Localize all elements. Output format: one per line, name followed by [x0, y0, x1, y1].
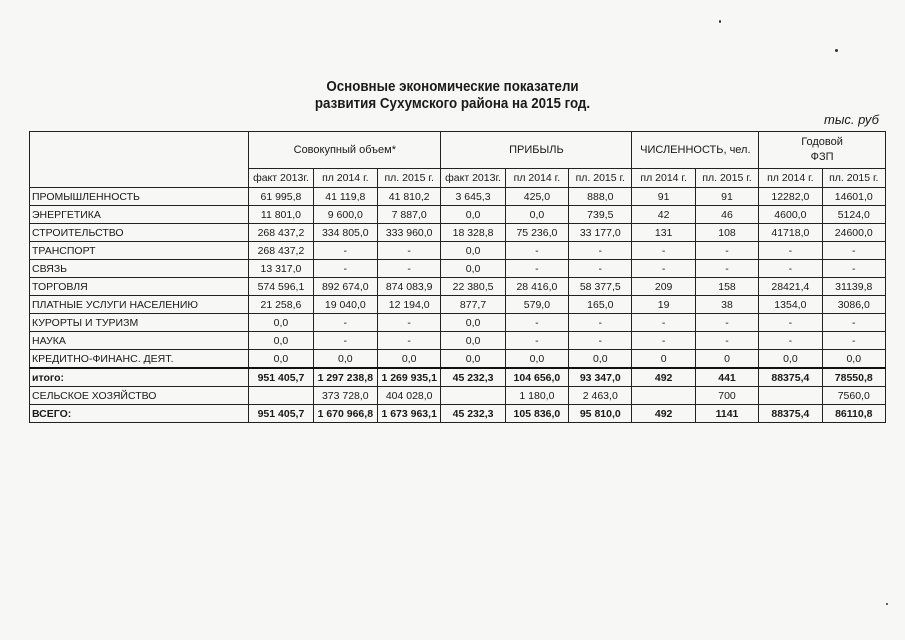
- table-cell: 951 405,7: [249, 405, 313, 423]
- table-cell: 42: [632, 206, 695, 224]
- table-row: [30, 368, 886, 387]
- row-label: КРЕДИТНО-ФИНАНС. ДЕЯТ.: [30, 350, 249, 369]
- group-header-volume: Совокупный объем*: [249, 132, 441, 169]
- table-cell: [632, 387, 695, 405]
- row-label: СТРОИТЕЛЬСТВО: [30, 224, 249, 242]
- table-cell: -: [695, 332, 758, 350]
- table-cell: 12 194,0: [377, 296, 440, 314]
- table-cell: 951 405,7: [249, 368, 313, 387]
- table-cell: 574 596,1: [249, 278, 313, 296]
- table-cell: [441, 387, 505, 405]
- table-cell: -: [822, 332, 885, 350]
- table-cell: 11 801,0: [249, 206, 313, 224]
- group-header-profit: ПРИБЫЛЬ: [441, 132, 632, 169]
- table-cell: 0,0: [249, 314, 313, 332]
- table-cell: 492: [632, 368, 695, 387]
- table-cell: 1 673 963,1: [377, 405, 440, 423]
- table-cell: 579,0: [505, 296, 568, 314]
- table-cell: 892 674,0: [313, 278, 377, 296]
- table-cell: 75 236,0: [505, 224, 568, 242]
- document-title: [0, 79, 905, 113]
- table-cell: -: [377, 332, 440, 350]
- row-label: итого:: [30, 368, 249, 387]
- table-cell: 9 600,0: [313, 206, 377, 224]
- scan-speck: [835, 49, 838, 52]
- table-cell: 24600,0: [822, 224, 885, 242]
- table-cell: 739,5: [569, 206, 632, 224]
- table-cell: 165,0: [569, 296, 632, 314]
- table-cell: 1 180,0: [505, 387, 568, 405]
- table-cell: 0,0: [313, 350, 377, 369]
- table-row: [30, 278, 886, 296]
- period-header: пл 2014 г.: [632, 169, 695, 188]
- row-label: ТОРГОВЛЯ: [30, 278, 249, 296]
- table-cell: 31139,8: [822, 278, 885, 296]
- table-cell: -: [822, 260, 885, 278]
- table-cell: 4600,0: [759, 206, 822, 224]
- table-cell: 22 380,5: [441, 278, 505, 296]
- table-cell: 0,0: [569, 350, 632, 369]
- group-header-row: [30, 132, 886, 169]
- table-cell: 19: [632, 296, 695, 314]
- table-row: [30, 260, 886, 278]
- indicators-table: [29, 131, 886, 423]
- table-cell: -: [505, 314, 568, 332]
- table-cell: 105 836,0: [505, 405, 568, 423]
- period-header: пл. 2015 г.: [695, 169, 758, 188]
- row-label: ВСЕГО:: [30, 405, 249, 423]
- row-label: СЕЛЬСКОЕ ХОЗЯЙСТВО: [30, 387, 249, 405]
- table-cell: 0: [695, 350, 758, 369]
- table-cell: -: [313, 332, 377, 350]
- row-label: ПЛАТНЫЕ УСЛУГИ НАСЕЛЕНИЮ: [30, 296, 249, 314]
- table-cell: -: [377, 242, 440, 260]
- table-cell: -: [759, 332, 822, 350]
- table-cell: -: [632, 242, 695, 260]
- table-cell: 5124,0: [822, 206, 885, 224]
- table-cell: 46: [695, 206, 758, 224]
- period-header: пл 2014 г.: [313, 169, 377, 188]
- table-cell: 209: [632, 278, 695, 296]
- table-cell: 2 463,0: [569, 387, 632, 405]
- table-cell: -: [822, 242, 885, 260]
- table-cell: 21 258,6: [249, 296, 313, 314]
- title-line-1: Основные экономические показатели: [326, 79, 579, 95]
- table-cell: 373 728,0: [313, 387, 377, 405]
- table-cell: -: [569, 260, 632, 278]
- table-cell: -: [759, 314, 822, 332]
- period-header: факт 2013г.: [249, 169, 313, 188]
- table-cell: 3086,0: [822, 296, 885, 314]
- table-cell: 104 656,0: [505, 368, 568, 387]
- table-cell: 19 040,0: [313, 296, 377, 314]
- table-cell: 492: [632, 405, 695, 423]
- table-cell: 41 810,2: [377, 188, 440, 206]
- table-cell: 95 810,0: [569, 405, 632, 423]
- table-cell: 41718,0: [759, 224, 822, 242]
- table-cell: 0,0: [822, 350, 885, 369]
- table-cell: 33 177,0: [569, 224, 632, 242]
- table-cell: 1141: [695, 405, 758, 423]
- table-cell: 45 232,3: [441, 405, 505, 423]
- table-row: [30, 242, 886, 260]
- table-cell: 0,0: [505, 206, 568, 224]
- table-row: [30, 188, 886, 206]
- table-cell: 28421,4: [759, 278, 822, 296]
- row-label: ЭНЕРГЕТИКА: [30, 206, 249, 224]
- table-cell: 88375,4: [759, 368, 822, 387]
- table-cell: 0,0: [249, 332, 313, 350]
- table-cell: -: [505, 260, 568, 278]
- table-cell: 441: [695, 368, 758, 387]
- period-header: пл 2014 г.: [505, 169, 568, 188]
- table-cell: -: [632, 314, 695, 332]
- table-cell: 28 416,0: [505, 278, 568, 296]
- period-header: факт 2013г.: [441, 169, 505, 188]
- table-cell: 0,0: [441, 350, 505, 369]
- table-cell: 404 028,0: [377, 387, 440, 405]
- row-label: СВЯЗЬ: [30, 260, 249, 278]
- row-label: КУРОРТЫ И ТУРИЗМ: [30, 314, 249, 332]
- group-header-wage-fund: [759, 132, 886, 169]
- table-cell: 1354,0: [759, 296, 822, 314]
- table-cell: 333 960,0: [377, 224, 440, 242]
- table-cell: 45 232,3: [441, 368, 505, 387]
- title-line-2: развития Сухумского района на 2015 год.: [314, 96, 591, 112]
- table-row: [30, 296, 886, 314]
- table-cell: 7560,0: [822, 387, 885, 405]
- table-body: [30, 188, 886, 423]
- period-header: пл. 2015 г.: [377, 169, 440, 188]
- period-header: пл. 2015 г.: [822, 169, 885, 188]
- table-cell: -: [695, 260, 758, 278]
- table-row: [30, 224, 886, 242]
- table-cell: -: [313, 260, 377, 278]
- wage-header-line-1: Годовой: [801, 136, 843, 148]
- table-cell: 78550,8: [822, 368, 885, 387]
- table-cell: -: [505, 332, 568, 350]
- table-cell: -: [759, 260, 822, 278]
- table-cell: 425,0: [505, 188, 568, 206]
- table-cell: 3 645,3: [441, 188, 505, 206]
- table-cell: 12282,0: [759, 188, 822, 206]
- table-cell: -: [569, 314, 632, 332]
- table-cell: 268 437,2: [249, 224, 313, 242]
- table-cell: 158: [695, 278, 758, 296]
- table-cell: 131: [632, 224, 695, 242]
- row-label: ПРОМЫШЛЕННОСТЬ: [30, 188, 249, 206]
- table-row: [30, 387, 886, 405]
- units-note: тыс. руб: [823, 112, 879, 127]
- table-cell: 7 887,0: [377, 206, 440, 224]
- period-header: пл 2014 г.: [759, 169, 822, 188]
- table-cell: -: [505, 242, 568, 260]
- scan-speck: [719, 20, 721, 23]
- table-cell: [249, 387, 313, 405]
- table-cell: -: [822, 314, 885, 332]
- table-cell: 93 347,0: [569, 368, 632, 387]
- table-cell: 1 670 966,8: [313, 405, 377, 423]
- table-cell: 0,0: [505, 350, 568, 369]
- table-cell: -: [632, 332, 695, 350]
- table-cell: 0,0: [441, 242, 505, 260]
- table-cell: 0: [632, 350, 695, 369]
- table-cell: 0,0: [377, 350, 440, 369]
- table-row: [30, 405, 886, 423]
- table-cell: 13 317,0: [249, 260, 313, 278]
- table-cell: 14601,0: [822, 188, 885, 206]
- table-cell: 0,0: [249, 350, 313, 369]
- table-cell: 38: [695, 296, 758, 314]
- table-cell: 108: [695, 224, 758, 242]
- table-row: [30, 206, 886, 224]
- table-cell: 0,0: [759, 350, 822, 369]
- table-cell: -: [695, 314, 758, 332]
- table-row: [30, 314, 886, 332]
- table-cell: 86110,8: [822, 405, 885, 423]
- scan-speck: [886, 603, 888, 605]
- table-cell: 0,0: [441, 332, 505, 350]
- table-cell: -: [695, 242, 758, 260]
- table-cell: 41 119,8: [313, 188, 377, 206]
- table-cell: -: [313, 242, 377, 260]
- table-cell: 334 805,0: [313, 224, 377, 242]
- table-cell: 91: [632, 188, 695, 206]
- table-cell: -: [377, 314, 440, 332]
- table-cell: -: [569, 242, 632, 260]
- table-cell: -: [632, 260, 695, 278]
- table-cell: 61 995,8: [249, 188, 313, 206]
- table-cell: 700: [695, 387, 758, 405]
- table-cell: 0,0: [441, 260, 505, 278]
- table-cell: -: [759, 242, 822, 260]
- table-cell: [759, 387, 822, 405]
- table-cell: 1 269 935,1: [377, 368, 440, 387]
- table-cell: 874 083,9: [377, 278, 440, 296]
- table-cell: 0,0: [441, 314, 505, 332]
- table-cell: -: [377, 260, 440, 278]
- table-cell: 91: [695, 188, 758, 206]
- table-cell: -: [313, 314, 377, 332]
- row-label: ТРАНСПОРТ: [30, 242, 249, 260]
- group-header-headcount: ЧИСЛЕННОСТЬ, чел.: [632, 132, 759, 169]
- table-cell: 0,0: [441, 206, 505, 224]
- period-header: пл. 2015 г.: [569, 169, 632, 188]
- table-row: [30, 350, 886, 369]
- table-cell: 1 297 238,8: [313, 368, 377, 387]
- table-cell: 88375,4: [759, 405, 822, 423]
- table-cell: 18 328,8: [441, 224, 505, 242]
- row-label: НАУКА: [30, 332, 249, 350]
- table-cell: 58 377,5: [569, 278, 632, 296]
- table-cell: -: [569, 332, 632, 350]
- table-cell: 268 437,2: [249, 242, 313, 260]
- wage-header-line-2: ФЗП: [810, 151, 834, 163]
- table-cell: 888,0: [569, 188, 632, 206]
- table-cell: 877,7: [441, 296, 505, 314]
- table-row: [30, 332, 886, 350]
- row-label-header: [30, 132, 249, 188]
